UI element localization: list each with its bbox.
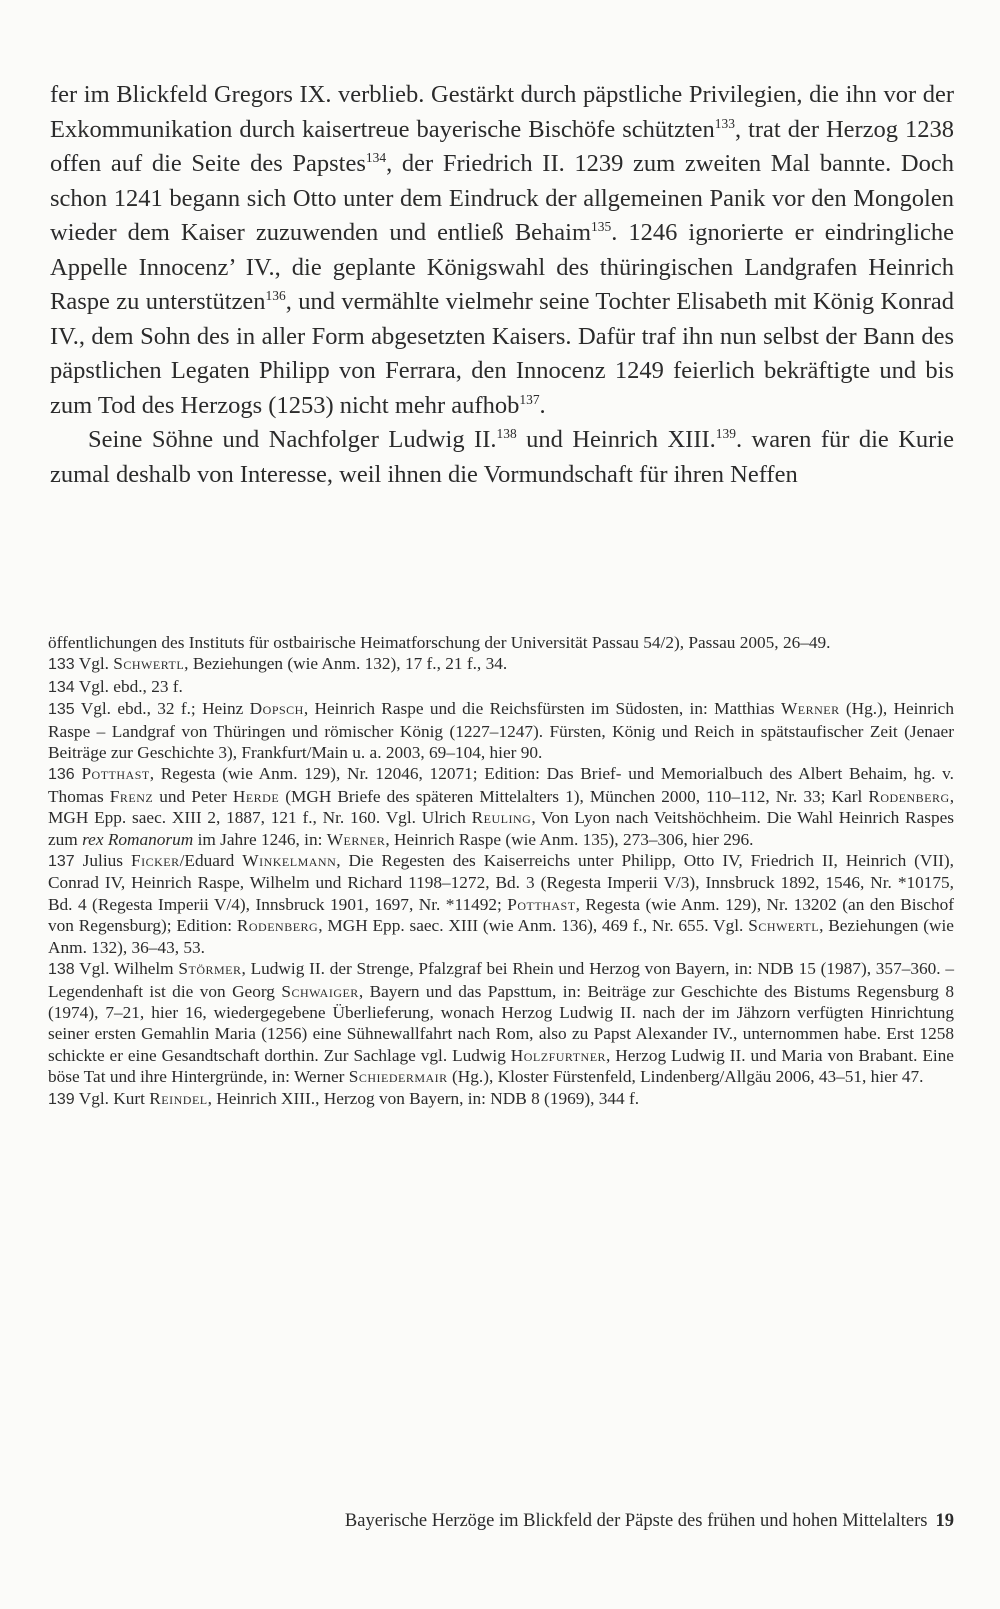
footnote-number: 138 — [48, 961, 75, 979]
text-span: /Eduard — [179, 851, 243, 871]
text-span: Julius — [82, 851, 131, 871]
text-span: fer im Blickfeld Gregors IX. verblieb. Gestärkt durch päpstliche Privilegien, die ihn vor der Exkommunikation durch kaisertreue bayerische Bischöfe schützten — [50, 81, 954, 143]
author-name: Rodenberg — [868, 786, 950, 806]
author-name: Schwaiger — [281, 981, 359, 1001]
footnote-number: 134 — [48, 678, 75, 696]
text-span: (Hg.), Kloster Fürstenfeld, Lindenberg/Allgäu 2006, 43–51, hier 47. — [447, 1067, 924, 1087]
footnote-137 — [48, 850, 954, 958]
text-span: Vgl. Kurt — [78, 1088, 150, 1108]
footnote-ref-138[interactable]: 138 — [496, 425, 517, 441]
text-span: (Hg.), Heinrich Raspe – Landgraf von Thüringen und römischer König (1227–1247). Fürsten, König und Reich in spätstaufischer Zeit (Jenaer Beiträge zur Geschichte 3), Frankfurt/Main u. a. 2003, 69–104, hier 90. — [48, 699, 954, 763]
footnote-number: 133 — [48, 656, 75, 674]
footnote-ref-137[interactable]: 137 — [519, 391, 540, 407]
italic-title: rex Romanorum — [82, 829, 194, 849]
author-name: Holzfurtner — [510, 1045, 607, 1065]
text-span: im Jahre 1246, in: — [193, 829, 327, 849]
author-name: Winkelmann — [242, 851, 337, 871]
text-span: , Die Regesten des Kaiserreichs unter Philipp, Otto IV, Friedrich II, Heinrich (VII), Conrad IV, Heinrich Raspe, Wilhelm und Richard 1198–1272, Bd. 3 (Regesta Imperii V/3), Innsbruck 1892, 1546, Nr. *10175, Bd. 4 (Regesta Imperii V/4), Innsbruck 1901, 1697, Nr. *11492; — [48, 851, 954, 914]
footnote-number: 137 — [48, 853, 75, 871]
text-span: und Peter — [153, 786, 233, 806]
body-paragraph-2 — [50, 423, 954, 492]
text-span: , MGH Epp. saec. XIII (wie Anm. 136), 469 f., Nr. 655. Vgl. — [318, 916, 749, 936]
footnote-number: 135 — [48, 701, 75, 719]
footnote-139 — [48, 1088, 954, 1110]
text-span: , Herzog Ludwig II. und Maria von Brabant. Eine böse Tat und ihre Hintergründe, in: Werner — [48, 1045, 954, 1087]
author-name: Werner — [326, 829, 386, 849]
author-name: Schiedermair — [348, 1067, 448, 1087]
footnote-135 — [48, 698, 954, 763]
text-span: , Heinrich Raspe und die Reichsfürsten im Südosten, in: Matthias — [303, 699, 781, 719]
author-name: Störmer — [178, 959, 242, 979]
author-name: Frenz — [109, 786, 154, 806]
author-name: Schwertl — [113, 654, 185, 674]
author-name: Rodenberg — [236, 916, 319, 936]
text-span: Seine Söhne und Nachfolger Ludwig II. — [88, 426, 497, 453]
text-span: , Beziehungen (wie Anm. 132), 36–43, 53. — [48, 916, 954, 957]
body-paragraph-1 — [50, 78, 954, 423]
footnote-number: 139 — [48, 1090, 75, 1108]
text-span: , Heinrich XIII., Herzog von Bayern, in: NDB 8 (1969), 344 f. — [207, 1088, 640, 1108]
text-span: , Von Lyon nach Veitshöchheim. Die Wahl Heinrich Raspes zum — [48, 808, 954, 849]
footnote-136 — [48, 763, 954, 850]
author-name: Reindel — [149, 1088, 208, 1108]
text-span: , trat der Herzog 1238 offen auf die Seite des Papstes — [50, 115, 955, 177]
text-span: , und vermählte vielmehr seine Tochter Elisabeth mit König Konrad IV., dem Sohn des in aller Form abgesetzten Kaisers. Dafür traf ihn nun selbst der Bann des päpstlichen Legaten Philipp von Ferrara, den Innocenz 1249 feierlich bekräftigte und bis zum Tod des Herzogs (1253) nicht mehr aufhob — [50, 288, 954, 419]
text-span: , Beziehungen (wie Anm. 132), 17 f., 21 f., 34. — [184, 654, 508, 674]
text-span: Vgl. ebd., 23 f. — [78, 676, 183, 696]
running-title: Bayerische Herzöge im Blickfeld der Päpste des frühen und hohen Mittelalters — [344, 1511, 928, 1531]
author-name: Reuling — [471, 808, 532, 828]
footnote-134 — [48, 676, 954, 698]
footnote-continuation: öffentlichungen des Instituts für ostbairische Heimatforschung der Universität Passau 54/2), Passau 2005, 26–49. — [48, 633, 831, 652]
author-name: Dopsch — [249, 699, 304, 719]
footnote-ref-136[interactable]: 136 — [265, 287, 286, 303]
footnote-ref-133[interactable]: 133 — [714, 115, 735, 131]
text-span: . — [539, 391, 546, 419]
footnote-ref-134[interactable]: 134 — [365, 149, 387, 165]
text-span: , Ludwig II. der Strenge, Pfalzgraf bei Rhein und Herzog von Bayern, in: NDB 15 (1987), 357–360. – Legendenhaft ist die von Georg — [48, 959, 954, 1001]
text-span: , der Friedrich II. 1239 zum zweiten Mal bannte. Doch schon 1241 begann sich Otto unter dem Eindruck der allgemeinen Panik vor den Mongolen wieder dem Kaiser zuzuwenden und entließ Behaim — [50, 150, 954, 246]
author-name: Werner — [780, 699, 840, 719]
text-span: . waren für die Kurie zumal deshalb von Interesse, weil ihnen die Vormundschaft für ihren Neffen — [50, 426, 955, 488]
footnote-138 — [48, 958, 954, 1087]
text-span: , Bayern und das Papsttum, in: Beiträge zur Geschichte des Bistums Regensburg 8 (1974), 7–21, hier 16, wiedergegebene Überlieferung, wonach Herzog Ludwig II. nach der im Jähzorn verfügten Hinrichtung seiner ersten Gemahlin Maria (1256) eine Sühnewallfahrt nach Rom, also zu Papst Alexander IV., unternommen habe. Erst 1258 schickte er eine Gesandtschaft dorthin. Zur Sachlage vgl. Ludwig — [48, 981, 954, 1065]
text-span: Vgl. — [78, 654, 114, 674]
text-span: und Heinrich XIII. — [516, 426, 716, 453]
author-name: Schwertl — [748, 916, 820, 936]
page-footer — [345, 1509, 954, 1533]
author-name: Potthast — [507, 894, 576, 914]
author-name: Potthast — [81, 764, 150, 784]
text-span: , Heinrich Raspe (wie Anm. 135), 273–306, hier 296. — [385, 829, 754, 849]
text-span: , MGH Epp. saec. XIII 2, 1887, 121 f., Nr. 160. Vgl. Ulrich — [48, 786, 955, 828]
author-name: Herde — [232, 786, 280, 806]
text-span: Vgl. ebd., 32 f.; Heinz — [80, 699, 250, 719]
author-name: Ficker — [130, 851, 180, 871]
footnotes — [48, 632, 954, 1110]
text-span: Vgl. Wilhelm — [79, 959, 179, 979]
text-span: , Regesta (wie Anm. 129), Nr. 12046, 12071; Edition: Das Brief- und Memorialbuch des Albert Behaim, hg. v. Thomas — [48, 764, 955, 806]
page-number: 19 — [935, 1511, 954, 1531]
main-text — [50, 78, 954, 492]
text-span: . 1246 ignorierte er eindringliche Appelle Innocenz’ IV., die geplante Königswahl des thüringischen Landgrafen Heinrich Raspe zu unterstützen — [50, 219, 955, 315]
text-span: (MGH Briefe des späteren Mittelalters 1), München 2000, 110–112, Nr. 33; Karl — [279, 786, 869, 806]
footnote-ref-135[interactable]: 135 — [591, 218, 612, 234]
footnote-ref-139[interactable]: 139 — [715, 425, 736, 441]
text-span: , Regesta (wie Anm. 129), Nr. 13202 (an den Bischof von Regensburg); Edition: — [48, 894, 954, 936]
footnote-number: 136 — [48, 766, 75, 784]
footnote-133 — [48, 653, 954, 675]
